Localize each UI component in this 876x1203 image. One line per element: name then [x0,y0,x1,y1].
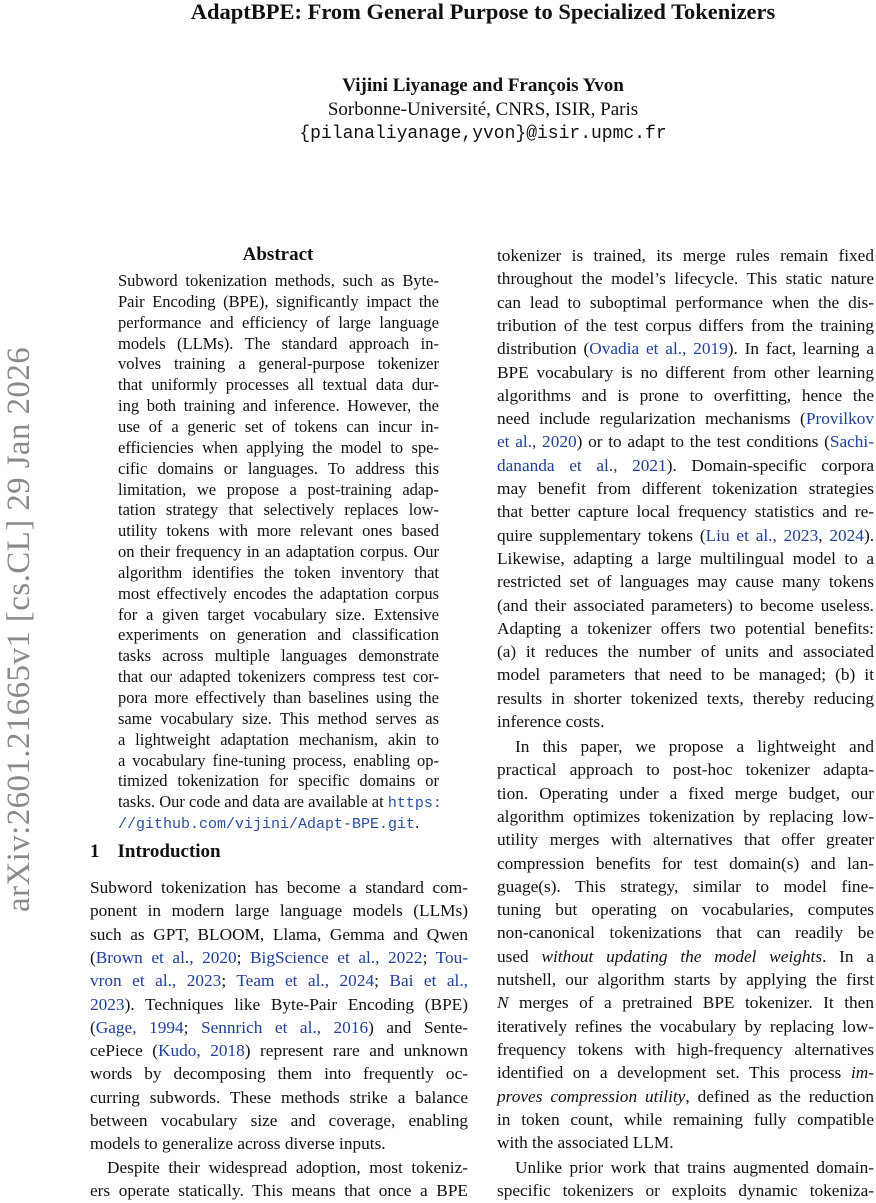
abstract-line: a lightweight adaptation mechanism, akin to [118,729,439,749]
intro-line: Despite their widespread adoption, most tokeniz- [107,1158,468,1177]
intro-line: inference costs. [497,712,605,731]
intro-line: models to generalize across diverse inputs. [90,1134,386,1154]
abstract-line [118,813,439,836]
abstract-line: timized tokenization for specific domains or [118,771,439,791]
math-variable: N [497,993,509,1013]
intro-line [497,337,874,360]
intro-line [497,945,874,968]
paper-title: AdaptBPE: From General Purpose to Specialized Tokenizers [190,0,776,24]
abstract-line: algorithm identifies the token inventory that [118,562,439,582]
intro-line: iteratively refines the vocabulary by replacing low- [497,1016,874,1036]
intro-line: algorithm optimizes tokenization by replacing low- [497,806,874,826]
intro-text: identified on a development set. This process [497,1063,851,1083]
intro-line: restricted set of languages may cause many tokens [497,572,874,592]
intro-line: nutshell, our algorithm starts by applying the first [497,970,874,989]
intro-text: quire supplementary tokens ( [497,525,706,545]
abstract-text: tasks. Our code and data are available at [118,792,388,812]
author-names: Vijini Liyanage and François Yvon [342,75,624,96]
intro-line: practical approach to post-hoc tokenizer adapta- [497,760,874,780]
intro-text: need include regularization mechanisms ( [497,409,806,429]
abstract-line: that our adapted tokenizers compress test cor- [118,667,439,687]
intro-text: ) and Sente- [368,1017,469,1037]
intro-text: cePiece ( [90,1041,159,1061]
abstract-line: on their frequency in an adaptation corpus. Our [118,542,439,562]
citation-link[interactable]: Sennrich et al., 2016 [200,1017,369,1037]
section-number: 1 [90,841,100,862]
intro-line: (and their associated parameters) to become useless. [497,595,874,615]
abstract-line: most effectively encodes the adaptation corpus [118,583,439,603]
citation-link[interactable]: Kudo, 2018 [158,1041,245,1061]
intro-line: that better capture local frequency statistics and re- [497,502,874,522]
intro-line: Subword tokenization has become a standard com- [90,878,468,897]
abstract-line: experiments on generation and classification [118,625,439,645]
intro-line: (a) it reduces the number of units and associated [497,642,874,662]
intro-emphasis: proves compression utility [497,1086,686,1106]
intro-text: , defined as the reduction [685,1086,874,1106]
intro-emphasis: without updating the model weights [541,946,823,966]
intro-text: ). Techniques like Byte-Pair Encoding (BPE) [124,994,468,1014]
intro-line: Likewise, adapting a large multilingual model to a [497,548,874,568]
intro-line: vron et al., 2023; Team et al., 2024; Bai et al., [90,971,469,991]
intro-line: such as GPT, BLOOM, Llama, Gemma and Qwen [90,924,468,944]
abstract-line: limitation, we propose a post-training adap- [118,479,439,499]
citation-link[interactable]: 2023 [90,994,125,1014]
section-heading-introduction [90,840,239,864]
intro-line [497,407,874,430]
arxiv-identifier[interactable]: arXiv:2601.21665v1 [cs.CL] 29 Jan 2026 [1,346,37,912]
intro-line [497,1061,874,1084]
intro-line: can lead to suboptimal performance when the dis- [497,292,874,312]
intro-text: . In a [822,946,875,966]
intro-line: specific tokenizers or exploits dynamic tokeniza- [497,1181,874,1201]
intro-emphasis: im- [850,1063,874,1083]
abstract-heading: Abstract [242,244,314,265]
abstract-line: utility tokens with more relevant ones based [118,521,439,541]
intro-text: ) represent rare and unknown [244,1041,468,1061]
intro-line: (Brown et al., 2020; BigScience et al., 2022; Tou- [90,947,469,967]
intro-line: utility merges with alternatives that offer greater [497,830,874,850]
citation-link[interactable]: 2024 [829,525,864,545]
intro-line: with the associated LLM. [497,1133,674,1153]
abstract-line: efficiencies when applying the model to spe- [118,437,439,457]
intro-line [497,991,874,1014]
intro-line: non-canonical tokenizations that can readily be [497,923,874,943]
intro-line: algorithms and is prone to overfitting, hence the [497,385,874,405]
abstract-line: Pair Encoding (BPE), significantly impact the [118,291,439,311]
authors-block [0,74,876,146]
intro-text: ). In fact, learning a [727,339,875,359]
intro-line: compression benefits for test domain(s) and lan- [497,853,874,873]
intro-line: (Gage, 1994; Sennrich et al., 2016) and Sente- [90,1017,469,1037]
intro-line: Adapting a tokenizer offers two potential benefits: [497,618,874,638]
intro-line [497,1085,874,1108]
intro-text: merges of a pretrained BPE tokenizer. It then [508,993,874,1013]
abstract-text: . [415,813,420,833]
abstract-line: tation strategy that selectively replaces low- [118,500,439,520]
citation-link[interactable]: Gage, 1994 [95,1017,184,1037]
citation-link[interactable]: et al., 2020 [497,432,577,452]
intro-text: ). [863,525,875,545]
intro-text: used [497,946,542,966]
intro-line: BPE vocabulary is no different from other learning [497,362,874,382]
intro-line: In this paper, we propose a lightweight and [515,737,874,756]
citation-link[interactable]: Sachi- [829,432,874,452]
intro-line: tribution of the test corpus differs from the training [497,315,874,335]
citation-link[interactable]: dananda et al., 2021 [497,455,667,475]
intro-line: tuning but operating on vocabularies, computes [497,900,874,920]
abstract-line: ing both training and inference. However, the [118,396,439,416]
citation-link[interactable]: Ovadia et al., 2019 [589,339,728,359]
intro-line: results in shorter tokenized texts, thereby reducing [497,688,874,708]
abstract-line: that uniformly processes all textual data dur- [118,375,439,395]
intro-line: between vocabulary size and coverage, enabling [90,1111,468,1130]
citation-link[interactable]: Bai et al., [389,971,469,991]
intro-line: throughout the model’s lifecycle. This static nature [497,269,874,289]
citation-link[interactable]: BigScience et al., 2022 [250,947,423,967]
intro-line: Unlike prior work that trains augmented domain- [515,1158,874,1177]
intro-line: tion. Operating under a fixed merge budget, our [497,783,874,803]
abstract-line [118,792,442,815]
intro-line: model parameters that need to be managed; (b) it [497,665,874,685]
citation-link[interactable]: Provilkov [805,409,874,429]
intro-text: ). Domain-specific corpora [666,455,875,475]
intro-line: ponent in modern large language models (LLMs) [90,901,468,921]
abstract-line: cific domains or languages. To address this [118,458,439,478]
abstract-line: volves training a general-purpose tokenizer [118,354,439,374]
intro-line: quire supplementary tokens (Liu et al., 2023, 2024). [497,525,875,545]
author-email[interactable]: {pilanaliyanage,yvon}@isir.upmc.fr [299,124,667,144]
citation-link[interactable]: vron et al., 2023 [90,971,222,991]
intro-line: tokenizer is trained, its merge rules remain fixed [497,246,874,265]
intro-text: ) or to adapt to the test conditions ( [576,432,830,452]
abstract-line: a vocabulary fine-tuning process, enabling op- [118,750,439,770]
abstract-line: for a given target vocabulary size. Extensive [118,604,439,624]
intro-line: may benefit from different tokenization strategies [497,479,874,498]
intro-line: ers operate statically. This means that once a BPE [90,1181,468,1201]
abstract-line: same vocabulary size. This method serves as [118,708,439,728]
intro-text: distribution ( [497,339,590,359]
abstract-line: Subword tokenization methods, such as Byte- [118,271,439,290]
intro-line [90,993,468,1016]
citation-link[interactable]: Tou- [435,947,469,967]
intro-line: curring subwords. These methods strike a balance [90,1087,468,1107]
intro-line [497,454,874,477]
abstract-line: use of a generic set of tokens can incur in- [118,416,439,436]
abstract-line: tasks across multiple languages demonstrate [118,646,439,666]
abstract-line: pora more effectively than baselines using the [118,688,439,707]
author-affiliation: Sorbonne-Université, CNRS, ISIR, Paris [327,99,639,120]
code-link[interactable]: //github.com/vijini/Adapt-BPE.git [118,816,416,834]
intro-line [497,430,874,453]
intro-line: in token count, while remaining fully compatible [497,1109,874,1129]
intro-line: guage(s). This strategy, similar to model fine- [497,876,874,896]
intro-line: words by decomposing them into frequently oc- [90,1064,468,1084]
abstract-line: models (LLMs). The standard approach in- [118,333,439,353]
citation-link[interactable]: Team et al., 2024 [236,971,375,991]
abstract-line: performance and efficiency of large language [118,312,439,332]
citation-link[interactable]: Liu et al., 2023 [705,525,819,545]
section-title: Introduction [117,841,221,862]
intro-line [90,1039,468,1062]
citation-link[interactable]: Brown et al., 2020 [95,947,237,967]
intro-line: frequency tokens with high-frequency alternatives [497,1039,874,1059]
code-link[interactable]: https: [387,795,442,813]
